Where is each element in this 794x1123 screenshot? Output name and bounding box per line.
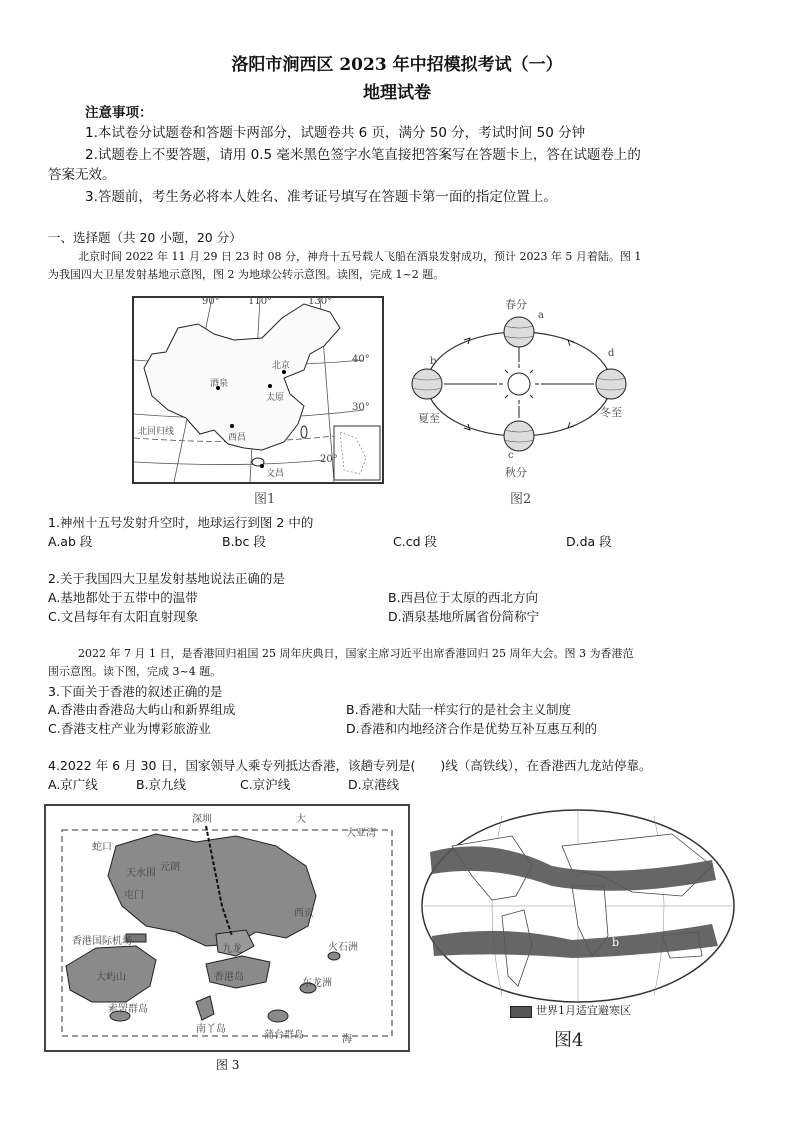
q2-option-d[interactable]: D.酒泉基地所属省份简称宁 — [388, 609, 540, 624]
q3-option-a[interactable]: A.香港由香港岛大屿山和新界组成 — [48, 702, 236, 717]
point-d: d — [608, 348, 615, 359]
label-lantau: 大屿山 — [96, 972, 126, 983]
place-beijing: 北京 — [272, 361, 291, 371]
label-lamma: 南丫岛 — [196, 1024, 226, 1035]
intro-line-1: 北京时间 2022 年 11 月 29 日 23 时 08 分，神舟十五号载人飞船在酒泉发射成功，预计 2023 年 5 月着陆。图 1 — [78, 250, 642, 263]
q1-option-c[interactable]: C.cd 段 — [393, 534, 437, 549]
lon-label-130: 130° — [308, 296, 333, 307]
q3-option-d[interactable]: D.香港和内地经济合作是优势互补互惠互利的 — [346, 721, 598, 736]
label-hk-island: 香港岛 — [214, 972, 244, 983]
place-xichang: 西昌 — [228, 433, 247, 443]
q2-option-c[interactable]: C.文昌每年有太阳直射现象 — [48, 609, 199, 624]
label-kowloon: 九龙 — [222, 944, 242, 955]
legend-swatch — [510, 1006, 532, 1018]
figure-4-map — [412, 806, 748, 1056]
notice-heading: 注意事项： — [85, 105, 153, 121]
section-heading: 一、选择题（共 20 小题，20 分） — [48, 230, 242, 245]
figure-2-orbit — [404, 296, 634, 486]
question-1-stem: 1.神州十五号发射升空时，地球运行到图 2 中的 — [48, 515, 314, 530]
band-a-label: a — [608, 860, 615, 873]
label-sai-kung: 西贡 — [294, 908, 314, 919]
q4-option-c[interactable]: C.京沪线 — [240, 777, 291, 792]
intro-line-2: 为我国四大卫星发射基地示意图，图 2 为地球公转示意图。读图，完成 1~2 题。 — [48, 268, 445, 281]
label-huoshizhou: 火石洲 — [328, 942, 358, 953]
place-jiuquan: 酒泉 — [210, 379, 229, 389]
lat-label-30: 30° — [352, 402, 370, 413]
passage-2-line1: 2022 年 7 月 1 日，是香港回归祖国 25 周年庆典日，国家主席习近平出席香港回归 25 周年大会。图 3 为香港范 — [78, 647, 634, 660]
notice-item-3: 3.答题前，考生务必将本人姓名、准考证号填写在答题卡第一面的指定位置上。 — [85, 189, 557, 205]
label-yuen-long: 元朗 — [160, 862, 180, 873]
label-spring-equinox: 春分 — [505, 298, 527, 311]
label-donglongzhou: 东龙洲 — [302, 978, 332, 989]
label-soko: 索罟群岛 — [108, 1004, 148, 1015]
figure-2-caption: 图2 — [510, 492, 532, 507]
q2-option-b[interactable]: B.西昌位于太原的西北方向 — [388, 590, 539, 605]
point-b: b — [430, 356, 437, 367]
label-daya-bay: 大亚湾 — [346, 828, 376, 839]
q1-option-d[interactable]: D.da 段 — [566, 534, 612, 549]
q2-option-a[interactable]: A.基地都处于五带中的温带 — [48, 590, 198, 605]
label-tuen-mun: 屯门 — [124, 890, 144, 901]
notice-item-2-line1: 2.试题卷上不要答题，请用 0.5 毫米黑色签字水笔直接把答案写在答题卡上，答在试题卷上的 — [85, 147, 641, 163]
q4-option-d[interactable]: D.京港线 — [348, 777, 400, 792]
q4-option-b[interactable]: B.京九线 — [136, 777, 187, 792]
question-3-stem: 3.下面关于香港的叙述正确的是 — [48, 684, 223, 699]
label-winter-solstice: 冬至 — [600, 406, 622, 419]
q4-option-a[interactable]: A.京广线 — [48, 777, 98, 792]
tropic-of-cancer-label: 北回归线 — [138, 427, 175, 437]
question-2-stem: 2.关于我国四大卫星发射基地说法正确的是 — [48, 571, 285, 586]
lat-label-20: 20° — [320, 454, 338, 465]
label-sea: 海 — [342, 1034, 352, 1045]
figure-3-map — [44, 804, 410, 1052]
label-autumn-equinox: 秋分 — [505, 466, 527, 479]
legend-label: 世界1月适宜避寒区 — [536, 1004, 631, 1017]
q3-option-c[interactable]: C.香港支柱产业为博彩旅游业 — [48, 721, 211, 736]
question-4-stem: 4.2022 年 6 月 30 日，国家领导人乘专列抵达香港，该趟专列是( )线（高铁线），在香港西九龙站停靠。 — [48, 758, 652, 773]
lon-label-90: 90° — [202, 296, 220, 307]
label-shekou: 蛇口 — [92, 842, 112, 853]
exam-title: 洛阳市涧西区 2023 年中招模拟考试（一） — [231, 55, 563, 75]
label-shenzhen: 深圳 — [192, 814, 212, 825]
label-da: 大 — [296, 814, 306, 825]
figure-3-caption: 图 3 — [216, 1058, 240, 1072]
point-c: c — [508, 450, 514, 461]
place-wenchang: 文昌 — [266, 469, 285, 479]
label-potoi: 蒲台群岛 — [264, 1030, 304, 1041]
label-hk-airport: 香港国际机场 — [72, 936, 132, 947]
place-taiyuan: 太原 — [266, 393, 285, 403]
notice-item-1: 1.本试卷分试题卷和答题卡两部分，试题卷共 6 页，满分 50 分，考试时间 50 分钟 — [85, 125, 586, 141]
figure-4-caption: 图4 — [554, 1030, 584, 1051]
band-b-label: b — [612, 936, 620, 949]
exam-subtitle: 地理试卷 — [363, 83, 431, 103]
lon-label-110: 110° — [248, 296, 273, 307]
q1-option-a[interactable]: A.ab 段 — [48, 534, 93, 549]
point-a: a — [538, 310, 544, 321]
q1-option-b[interactable]: B.bc 段 — [222, 534, 266, 549]
figure-1-caption: 图1 — [254, 492, 276, 507]
label-summer-solstice: 夏至 — [418, 412, 440, 425]
figure-1-map — [132, 296, 384, 484]
label-tin-shui-wai: 天水围 — [126, 868, 156, 879]
notice-item-2-line2: 答案无效。 — [48, 167, 116, 183]
q3-option-b[interactable]: B.香港和大陆一样实行的是社会主义制度 — [346, 702, 572, 717]
passage-2-line2: 围示意图。读下图，完成 3~4 题。 — [48, 665, 222, 678]
lat-label-40: 40° — [352, 354, 370, 365]
